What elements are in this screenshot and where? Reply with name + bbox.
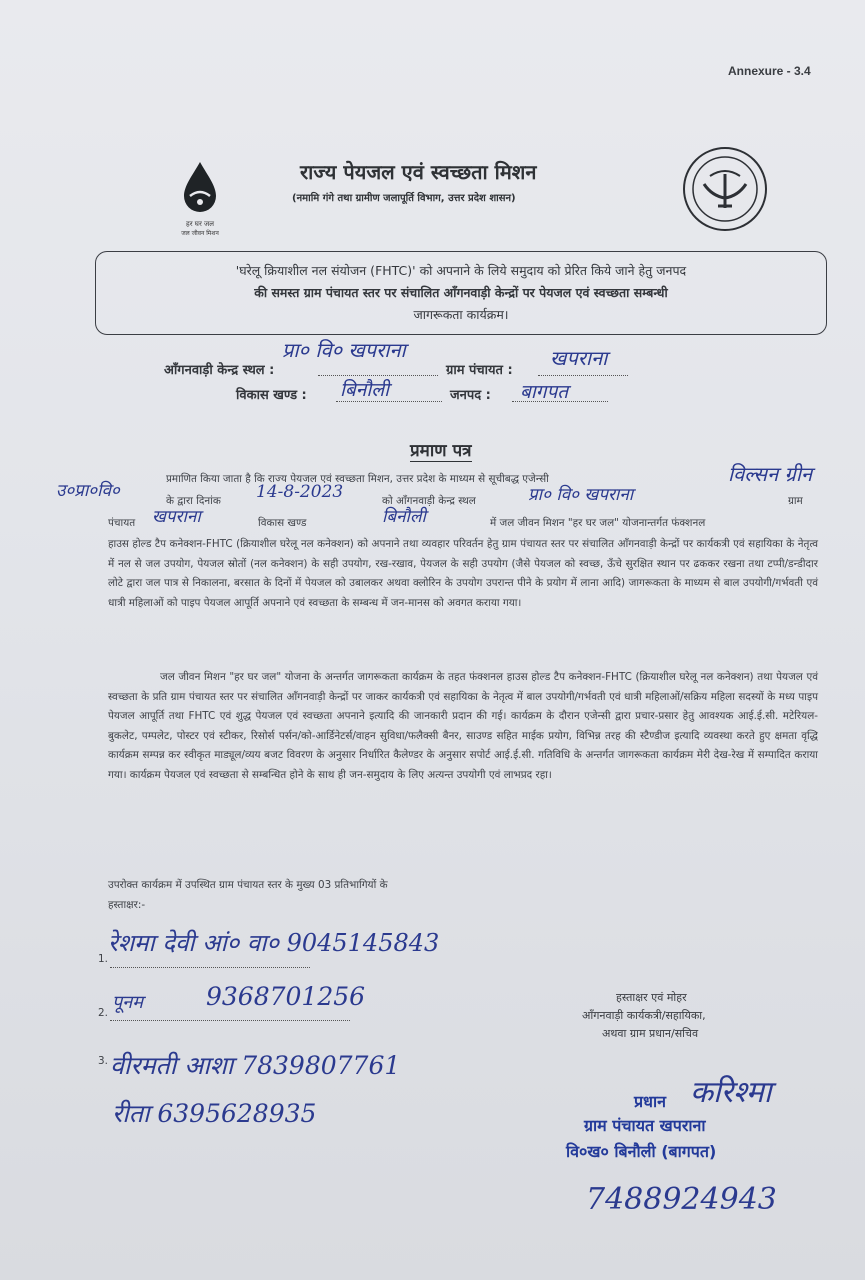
participants-intro: उपरोक्त कार्यक्रम में उपस्थित ग्राम पंचायत स्तर के मुख्य 03 प्रतिभागियों के	[108, 879, 388, 891]
hw-date: 14-8-2023	[256, 482, 344, 502]
participant-1-number: 1.	[98, 953, 108, 965]
logo-caption: हर घर जल	[186, 220, 214, 228]
annexure-label: Annexure - 3.4	[728, 64, 811, 78]
janpad-label: जनपद :	[450, 388, 491, 403]
hw-block: बिनौली	[382, 507, 426, 527]
hw-agency: विल्सन ग्रीन	[728, 462, 813, 486]
vikas-khand-value: बिनौली	[340, 379, 390, 401]
program-line-3: जागरूकता कार्यक्रम।	[413, 307, 509, 322]
participant-2-phone: 9368701256	[206, 982, 366, 1011]
logo-caption-2: जल जीवन मिशन	[181, 230, 219, 237]
pradhan-phone: 7488924943	[586, 1182, 777, 1217]
stamp-pradhan: प्रधान	[634, 1092, 666, 1111]
para1-line2a: के द्वारा दिनांक	[166, 495, 221, 507]
participant-2-name: पूनम	[112, 992, 143, 1013]
hw-panchayat: खपराना	[152, 507, 201, 527]
participant-2-number: 2.	[98, 1007, 108, 1019]
gram-panchayat-value: खपराना	[550, 346, 608, 370]
para2: जल जीवन मिशन "हर घर जल" योजना के अन्तर्गत जागरूकता कार्यक्रम के तहत फंक्शनल हाउस होल्ड टैप कनेक्शन-FHTC (क्रियाशील घरेलू नल कनेक्शन) तथा पेयजल एवं स्वच्छता के प्रति ग्राम पंचायत स्तर पर संचालित आँगनवाड़ी केन्द्रों पर जाकर कार्यकत्री एवं सहायिका के नेतृत्व में बाल उपयोगी/गर्भवती एवं धात्री महिलाओं/सक्रिय महिला सदस्यों के मध्य पाइप पेयजल आपूर्ति तथा FHTC एवं शुद्ध पेयजल एवं स्वच्छता अपनाने इत्यादि की जानकारी प्रदान की गई। कार्यक्रम के दौरान एजेन्सी द्वारा प्रचार-प्रसार हेतु आवश्यक आई.ई.सी. मटेरियल-बुकलेट, पम्पलेट, पोस्टर एवं स्टीकर, रिसोर्स पर्सन/को-आर्डिनेटर्स/वाहन सुविधा/फलैक्सी बैनर, साउण्ड सहित माईक प्रयोग, विभिन्न तरह की स्टैण्डीज इत्यादि व्यवस्था करते हुए क्षमता वृद्धि कार्यक्रम सम्पन्न कर स्वीकृत माड्यूल/व्यय बजट विवरण के अनुसार निर्धारित कैलेण्डर के अनुसार सपोर्ट आई.ई.सी. गतिविधि के अन्तर्गत जागरूकता कार्यक्रम मेरी देख-रेख में सम्पादित कराया गया। कार्यक्रम पेयजल एवं स्वच्छता से सम्बन्धित होने के साथ ही जन-समुदाय के लिए अत्यन्त उपयोगी एवं लाभप्रद रहा।	[108, 671, 818, 781]
janpad-value: बागपत	[520, 381, 569, 403]
para1-line3c: में जल जीवन मिशन "हर घर जल" योजनान्तर्गत फंक्शनल	[490, 517, 706, 529]
gram-panchayat-label: ग्राम पंचायत :	[446, 363, 513, 378]
participant-3-signature: वीरमती आशा 7839807761	[110, 1051, 401, 1080]
emblem-seal-icon	[682, 146, 768, 232]
program-box	[95, 251, 827, 335]
gram-panchayat-field[interactable]	[538, 373, 628, 376]
para1-line1: प्रमाणित किया जाता है कि राज्य पेयजल एवं स्वच्छता मिशन, उत्तर प्रदेश के माध्यम से सूचीबद्ध एजेन्सी	[166, 473, 549, 485]
sign-block-line-3: अथवा ग्राम प्रधान/सचिव	[602, 1027, 699, 1040]
stamp-block: वि०ख० बिनौली (बागपत)	[566, 1142, 717, 1161]
para1-line2c: ग्राम	[788, 495, 803, 507]
participant-1-line	[110, 965, 310, 968]
program-line-1: 'घरेलू क्रियाशील नल संयोजन (FHTC)' को अपनाने के लिये समुदाय को प्रेरित किये जाने हेतु जनपद	[235, 263, 687, 278]
hw-place: प्रा० वि० खपराना	[528, 485, 634, 505]
participant-2-line	[110, 1018, 350, 1021]
para1-line3a: पंचायत	[108, 517, 136, 529]
mission-title: राज्य पेयजल एवं स्वच्छता मिशन	[300, 160, 537, 184]
certificate-heading: प्रमाण पत्र	[410, 438, 472, 462]
up-govt-seal	[682, 146, 768, 232]
stamp-gram-panchayat: ग्राम पंचायत खपराना	[584, 1116, 706, 1135]
sign-block-line-2: आँगनवाड़ी कार्यकत्री/सहायिका,	[582, 1009, 706, 1022]
participant-4-signature: रीता 6395628935	[112, 1099, 317, 1128]
anganwadi-label: आँगनवाड़ी केन्द्र स्थल :	[164, 363, 275, 378]
participants-intro-2: हस्ताक्षर:-	[108, 899, 146, 911]
participant-1-signature: रेशमा देवी आं० वा० 9045145843	[108, 929, 440, 957]
para1-line2b: को आँगनवाड़ी केन्द्र स्थल	[382, 495, 476, 507]
program-line-2: की समस्त ग्राम पंचायत स्तर पर संचालित आँगनवाड़ी केन्द्रों पर पेयजल एवं स्वच्छता सम्बन्धी	[254, 285, 668, 300]
sign-block-line-1: हस्ताक्षर एवं मोहर	[616, 991, 687, 1004]
anganwadi-value: प्रा० वि० खपराना	[282, 338, 406, 362]
mission-subtitle: (नमामि गंगे तथा ग्रामीण जलापूर्ति विभाग, उत्तर प्रदेश शासन)	[292, 193, 516, 204]
participant-3-number: 3.	[98, 1055, 108, 1067]
para1-rest: हाउस होल्ड टैप कनेक्शन-FHTC (क्रियाशील घरेलू नल कनेक्शन) को अपनाने तथा व्यवहार परिवर्तन हेतु ग्राम पंचायत स्तर पर संचालित आँगनवाड़ी केन्द्रों पर कार्यकत्री एवं सहायिका के नेतृत्व में नल से जल उपयोग, पेयजल स्रोतों (नल कनेक्शन) के सही उपयोग, रख-रखाव, पेयजल के सही उपयोग (जैसे पेयजल को स्वच्छ, ऊँचे सुरक्षित स्थान पर ढककर रखना तथा टप्पी/डन्डीदार लोटे द्वारा जल पात्र से निकालना, बरसात के दिनों में पेयजल को उबालकर अथवा क्लोरिन के उपयोग उपरान्त पीने के प्रयोग में लाना आदि) जागरूकता के माध्यम से बाल उपयोगी/गर्भवती एवं धात्री महिलाओं को पाइप पेयजल आपूर्ति अपनाने एवं स्वच्छता के सम्बन्ध में जन-मानस को अवगत कराया गया।	[108, 538, 818, 609]
har-ghar-jal-logo	[170, 158, 230, 248]
pradhan-signature: करिश्मा	[690, 1075, 772, 1110]
para1-line3b: विकास खण्ड	[258, 517, 307, 529]
hw-school: उ०प्रा०वि०	[56, 481, 120, 501]
water-drop-icon	[170, 158, 230, 218]
vikas-khand-label: विकास खण्ड :	[236, 388, 307, 403]
